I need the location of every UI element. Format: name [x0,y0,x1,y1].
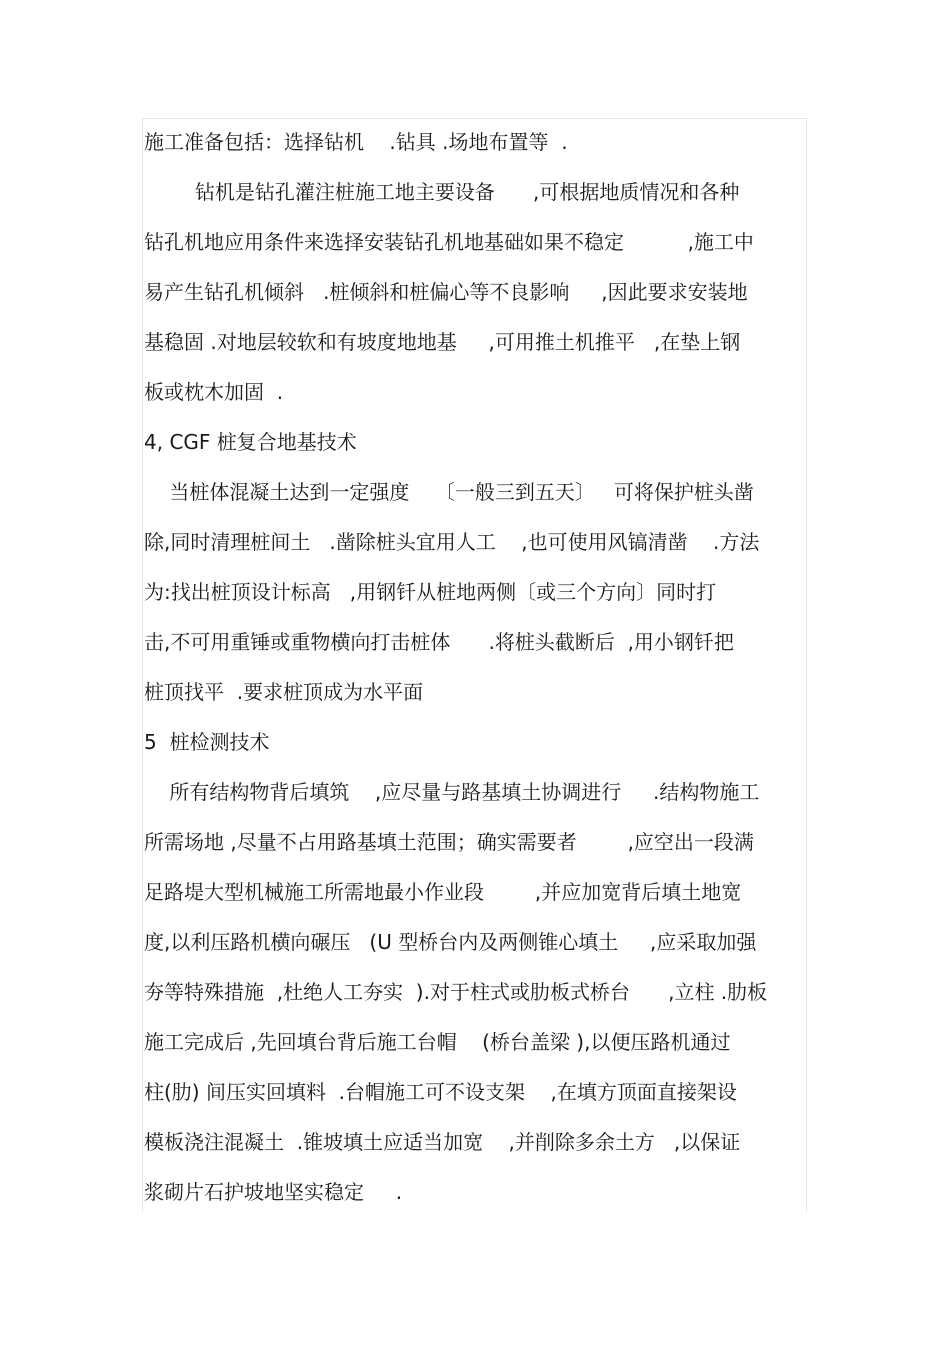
section-heading: 4, CGF 桩复合地基技术 [144,430,357,454]
text-line: 浆砌片石护坡地坚实稳定 . [144,1180,403,1204]
text-line: 除,同时清理桩间土 .凿除桩头宜用人工 ,也可使用风镐清凿 .方法 [144,530,760,554]
text-line: 板或枕木加固 . [144,380,284,404]
text-line: 基稳固 .对地层较软和有坡度地地基 ,可用推土机推平 ,在垫上钢 [144,330,741,354]
text-line: 钻孔机地应用条件来选择安装钻孔机地基础如果不稳定 ,施工中 [144,230,754,254]
text-line: 所需场地 ,尽量不占用路基填土范围；确实需要者 ,应空出一段满 [144,830,754,854]
text-line: 施工准备包括：选择钻机 .钻具 .场地布置等 . [144,130,568,154]
text-line: 施工完成后 ,先回填台背后施工台帽 (桥台盖梁 ),以便压路机通过 [144,1030,731,1054]
section-heading: 5 桩检测技术 [144,730,270,754]
text-line: 模板浇注混凝土 .锥坡填土应适当加宽 ,并削除多余土方 ,以保证 [144,1130,741,1154]
text-line: 桩顶找平 .要求桩顶成为水平面 [144,680,424,704]
text-line: 为:找出桩顶设计标高 ,用钢钎从桩地两侧〔或三个方向〕同时打 [144,580,717,604]
text-line: 易产生钻孔机倾斜 .桩倾斜和桩偏心等不良影响 ,因此要求安装地 [144,280,748,304]
text-line: 当桩体混凝土达到一定强度 〔一般三到五天〕 可将保护桩头凿 [144,480,754,504]
text-line: 夯等特殊措施 ,杜绝人工夯实 ).对于柱式或肋板式桥台 ,立柱 .肋板 [144,980,768,1004]
text-line: 柱(肋) 间压实回填料 .台帽施工可不设支架 ,在填方顶面直接架设 [144,1080,737,1104]
text-line: 度,以利压路机横向碾压 (U 型桥台内及两侧锥心填土 ,应采取加强 [144,930,757,954]
text-line: 所有结构物背后填筑 ,应尽量与路基填土协调进行 .结构物施工 [144,780,760,804]
text-line: 击,不可用重锤或重物横向打击桩体 .将桩头截断后 ,用小钢钎把 [144,630,734,654]
text-line: 足路堤大型机械施工所需地最小作业段 ,并应加宽背后填土地宽 [144,880,742,904]
text-line: 钻机是钻孔灌注桩施工地主要设备 ,可根据地质情况和各种 [144,180,740,204]
